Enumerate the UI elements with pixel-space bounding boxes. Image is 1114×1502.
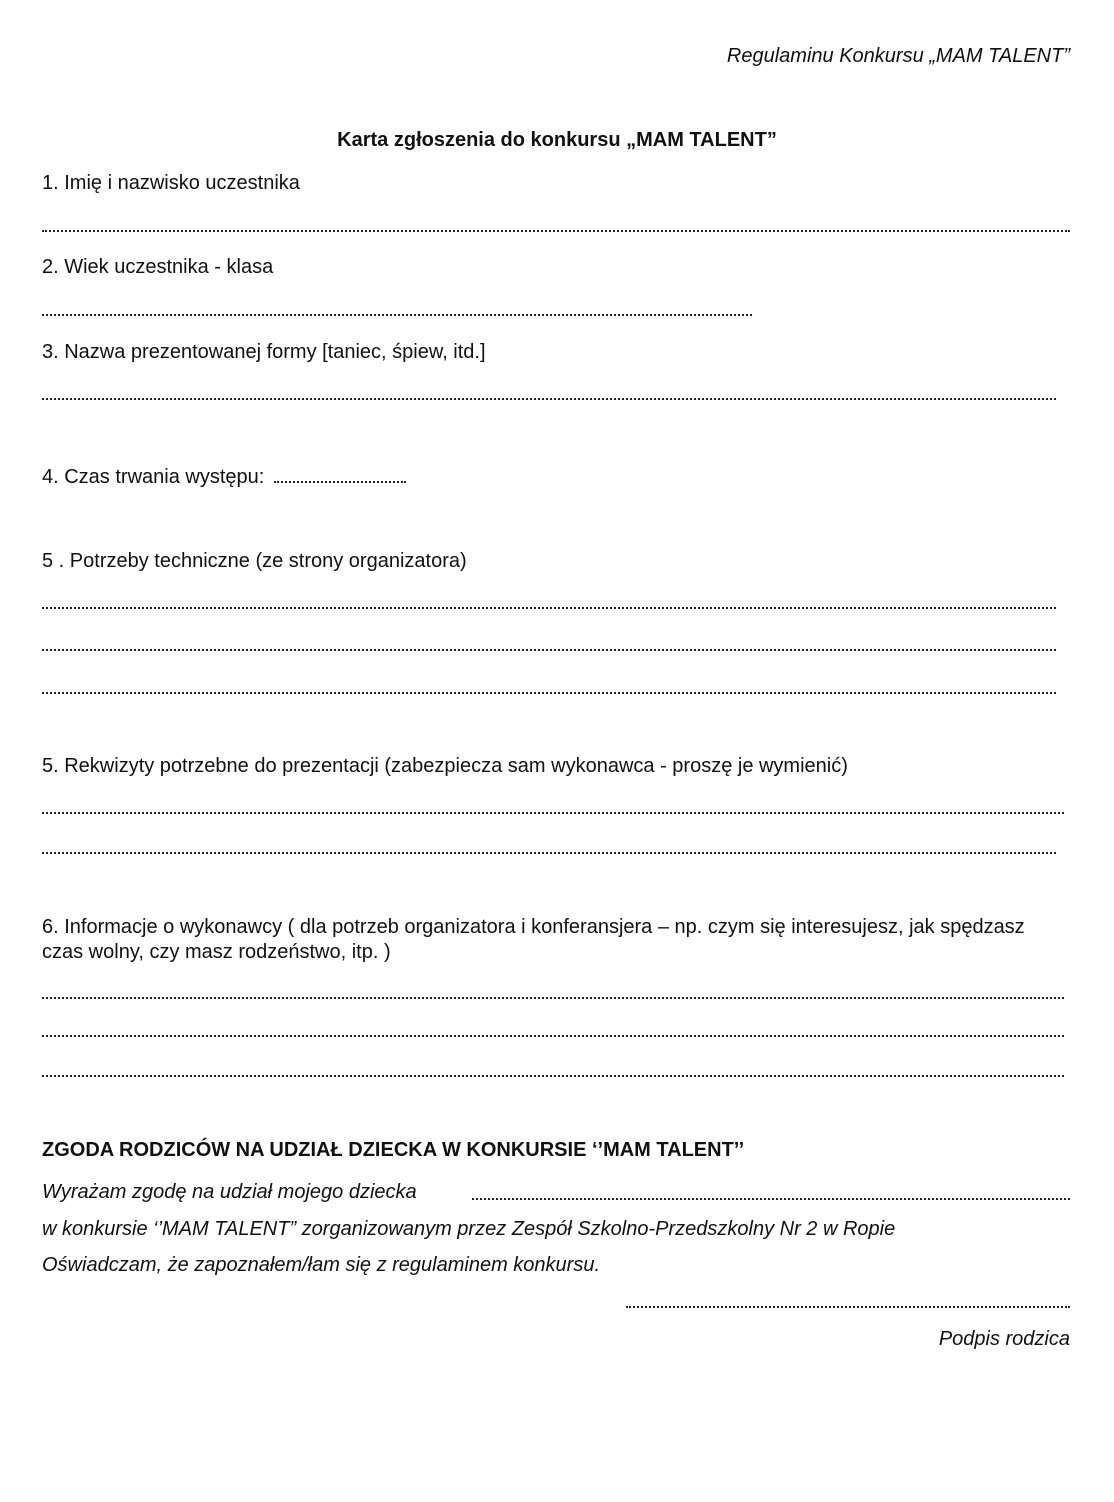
performer-info-field-1[interactable]	[42, 987, 1064, 999]
duration-row	[42, 466, 406, 489]
performer-info-field-3[interactable]	[42, 1065, 1064, 1077]
technical-needs-field-3[interactable]	[42, 682, 1056, 694]
form-title: Karta zgłoszenia do konkursu „MAM TALENT”	[337, 129, 777, 151]
props-field-2[interactable]	[42, 842, 1056, 854]
participant-name-field[interactable]	[42, 220, 1070, 232]
technical-needs-field-1[interactable]	[42, 597, 1056, 609]
props-label: 5. Rekwizyty potrzebne do prezentacji (zabezpiecza sam wykonawca - proszę je wymienić)	[42, 755, 848, 777]
participant-age-field[interactable]	[42, 304, 752, 316]
technical-needs-field-2[interactable]	[42, 639, 1056, 651]
participant-age-label: 2. Wiek uczestnika - klasa	[42, 256, 274, 278]
parent-signature-label: Podpis rodzica	[938, 1328, 1070, 1350]
consent-line-2: w konkursie ‘’MAM TALENT” zorganizowanym przez Zespół Szkolno-Przedszkolny Nr 2 w Ropie	[42, 1218, 896, 1240]
duration-field[interactable]	[274, 471, 406, 483]
consent-line-3: Oświadczam, że zapoznałem/łam się z regulaminem konkursu.	[42, 1254, 600, 1276]
participant-name-label: 1. Imię i nazwisko uczestnika	[42, 172, 300, 194]
presentation-form-field[interactable]	[42, 388, 1056, 400]
props-field-1[interactable]	[42, 802, 1064, 814]
regulation-header-note: Regulaminu Konkursu „MAM TALENT”	[726, 45, 1070, 67]
duration-label: 4. Czas trwania występu:	[42, 466, 265, 488]
performer-info-label: 6. Informacje o wykonawcy ( dla potrzeb organizatora i konferansjera – np. czym się interesujesz, jak spędzasz czas wolny, czy masz rodzeństwo, itp. )	[42, 916, 1025, 963]
presentation-form-label: 3. Nazwa prezentowanej formy [taniec, śpiew, itd.]	[42, 341, 486, 363]
consent-line-1: Wyrażam zgodę na udział mojego dziecka	[42, 1181, 417, 1203]
child-name-field[interactable]	[472, 1188, 1070, 1200]
technical-needs-label: 5 . Potrzeby techniczne (ze strony organizatora)	[42, 550, 467, 572]
performer-info-field-2[interactable]	[42, 1025, 1064, 1037]
parental-consent-title: ZGODA RODZICÓW NA UDZIAŁ DZIECKA W KONKURSIE ‘’MAM TALENT’’	[42, 1139, 745, 1161]
parent-signature-field[interactable]	[626, 1296, 1070, 1308]
